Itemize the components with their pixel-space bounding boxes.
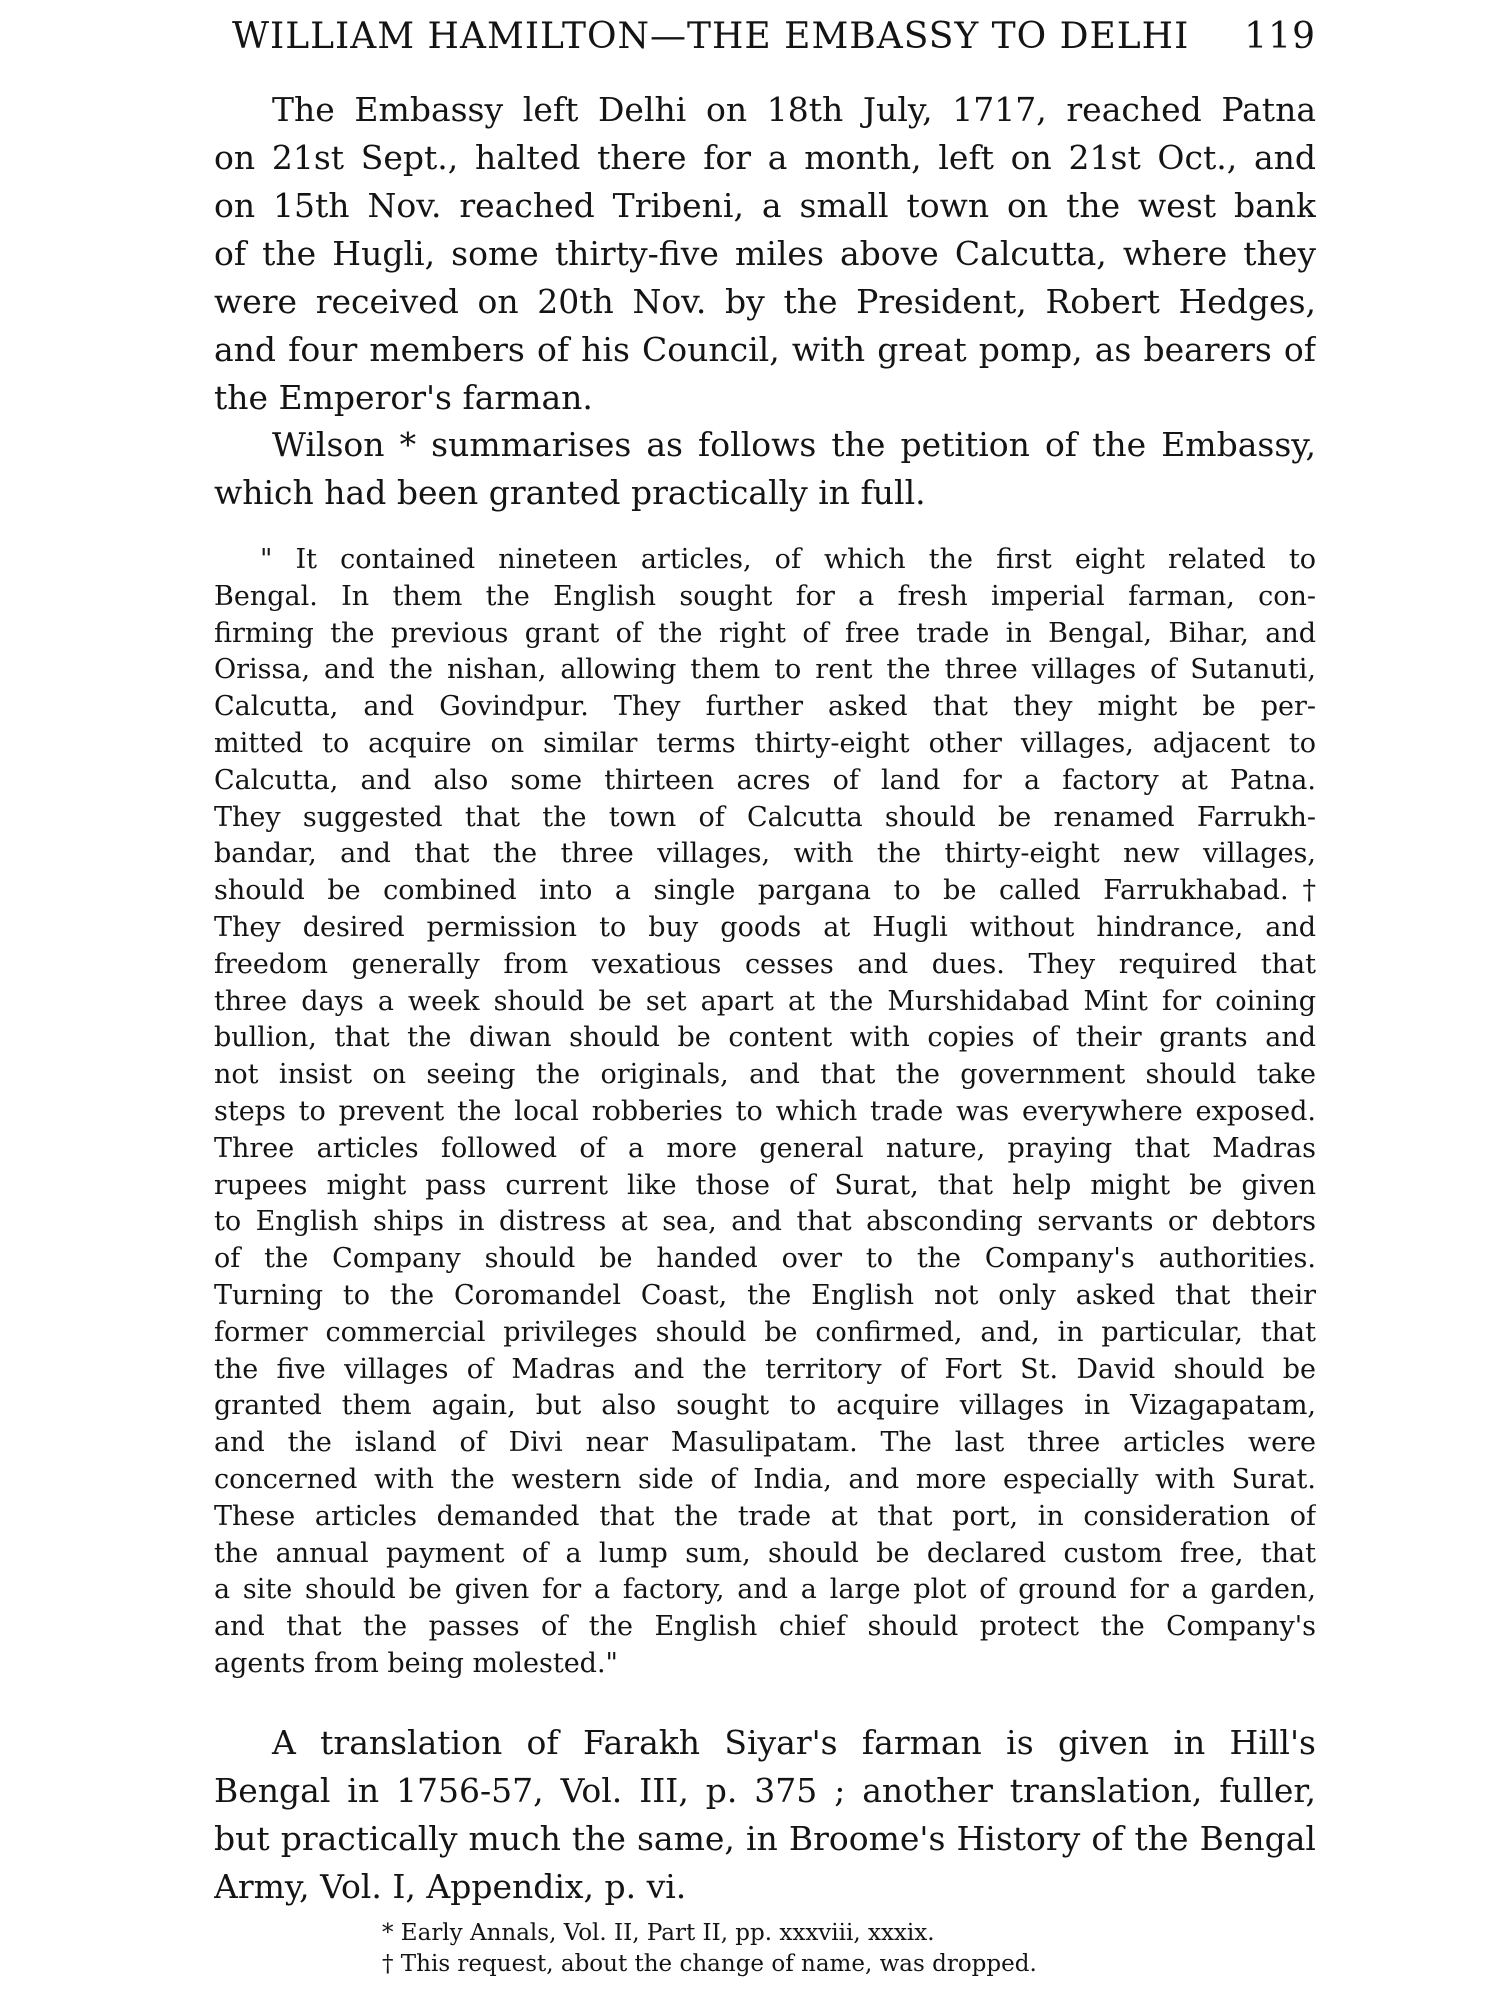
- quote-line: and that the passes of the English chief should protect the Company's: [214, 1611, 1316, 1643]
- text-line: the Emperor's farman.: [214, 378, 593, 417]
- body-paragraph-1: [214, 86, 1316, 422]
- quote-line: and the island of Divi near Masulipatam. The last three articles were: [214, 1427, 1316, 1459]
- quote-line: Orissa, and the nishan, allowing them to rent the three villages of Sutanuti,: [214, 654, 1316, 686]
- quote-line: Three articles followed of a more general nature, praying that Madras: [214, 1132, 1316, 1164]
- text-line: were received on 20th Nov. by the President, Robert Hedges,: [214, 282, 1316, 321]
- quote-line: not insist on seeing the originals, and that the government should take: [214, 1059, 1316, 1091]
- quote-line: agents from being molested.": [214, 1647, 618, 1679]
- body-paragraph-3: [214, 1719, 1316, 1911]
- text-line: and four members of his Council, with great pomp, as bearers of: [214, 330, 1316, 369]
- quote-line: Calcutta, and also some thirteen acres of land for a factory at Patna.: [214, 764, 1316, 796]
- text-line: Bengal in 1756-57, Vol. III, p. 375 ; another translation, fuller,: [214, 1771, 1316, 1810]
- text-line: but practically much the same, in Broome's History of the Bengal: [214, 1819, 1316, 1858]
- quote-line: rupees might pass current like those of Surat, that help might be given: [214, 1169, 1316, 1201]
- quote-line: Turning to the Coromandel Coast, the English not only asked that their: [214, 1279, 1316, 1311]
- quote-line: They suggested that the town of Calcutta should be renamed Farrukh-: [214, 801, 1316, 833]
- quote-line: should be combined into a single pargana to be called Farrukhabad.†: [214, 875, 1316, 907]
- quote-line: Calcutta, and Govindpur. They further asked that they might be per-: [214, 691, 1316, 723]
- text-line: on 15th Nov. reached Tribeni, a small town on the west bank: [214, 186, 1316, 225]
- text-line: Wilson * summarises as follows the petition of the Embassy,: [272, 425, 1316, 464]
- footnote: * Early Annals, Vol. II, Part II, pp. xxxviii, xxxix.: [382, 1920, 935, 1946]
- quote-line: They desired permission to buy goods at Hugli without hindrance, and: [214, 911, 1316, 943]
- text-line: which had been granted practically in full.: [214, 473, 926, 512]
- footnote: † This request, about the change of name, was dropped.: [382, 1951, 1037, 1977]
- quote-line: three days a week should be set apart at the Murshidabad Mint for coining: [214, 985, 1316, 1017]
- quote-line: granted them again, but also sought to acquire villages in Vizagapatam,: [214, 1390, 1316, 1422]
- quote-line: the annual payment of a lump sum, should be declared custom free, that: [214, 1537, 1316, 1569]
- quote-line: firming the previous grant of the right of free trade in Bengal, Bihar, and: [214, 617, 1316, 649]
- quote-line: the five villages of Madras and the territory of Fort St. David should be: [214, 1353, 1316, 1385]
- quote-line: mitted to acquire on similar terms thirty-eight other villages, adjacent to: [214, 727, 1316, 759]
- text-line: The Embassy left Delhi on 18th July, 1717, reached Patna: [272, 90, 1316, 129]
- quote-line: concerned with the western side of India, and more especially with Surat.: [214, 1463, 1316, 1495]
- quote-line: bandar, and that the three villages, with the thirty-eight new villages,: [214, 838, 1316, 870]
- running-header: [232, 10, 1316, 64]
- page-number: 119: [1244, 16, 1316, 57]
- quote-line: bullion, that the diwan should be content with copies of their grants and: [214, 1022, 1316, 1054]
- text-line: A translation of Farakh Siyar's farman is given in Hill's: [272, 1723, 1316, 1762]
- quote-line: former commercial privileges should be confirmed, and, in particular, that: [214, 1316, 1316, 1348]
- quote-line: " It contained nineteen articles, of which the first eight related to: [260, 544, 1316, 575]
- text-line: of the Hugli, some thirty-five miles above Calcutta, where they: [214, 234, 1316, 273]
- footnotes: [214, 1918, 1316, 1980]
- text-line: Army, Vol. I, Appendix, p. vi.: [214, 1867, 687, 1906]
- quote-line: to English ships in distress at sea, and that absconding servants or debtors: [214, 1206, 1316, 1238]
- quote-line: freedom generally from vexatious cesses and dues. They required that: [214, 948, 1316, 980]
- text-line: on 21st Sept., halted there for a month, left on 21st Oct., and: [214, 138, 1316, 177]
- block-quote: [214, 542, 1316, 1683]
- running-title: WILLIAM HAMILTON—THE EMBASSY TO DELHI: [232, 16, 1190, 57]
- quote-line: These articles demanded that the trade at that port, in consideration of: [214, 1500, 1316, 1532]
- quote-line: Bengal. In them the English sought for a fresh imperial farman, con-: [214, 580, 1316, 612]
- quote-line: steps to prevent the local robberies to which trade was everywhere exposed.: [214, 1095, 1316, 1127]
- quote-line: of the Company should be handed over to the Company's authorities.: [214, 1243, 1316, 1275]
- body-paragraph-2: [214, 421, 1316, 517]
- quote-line: a site should be given for a factory, and a large plot of ground for a garden,: [214, 1574, 1316, 1606]
